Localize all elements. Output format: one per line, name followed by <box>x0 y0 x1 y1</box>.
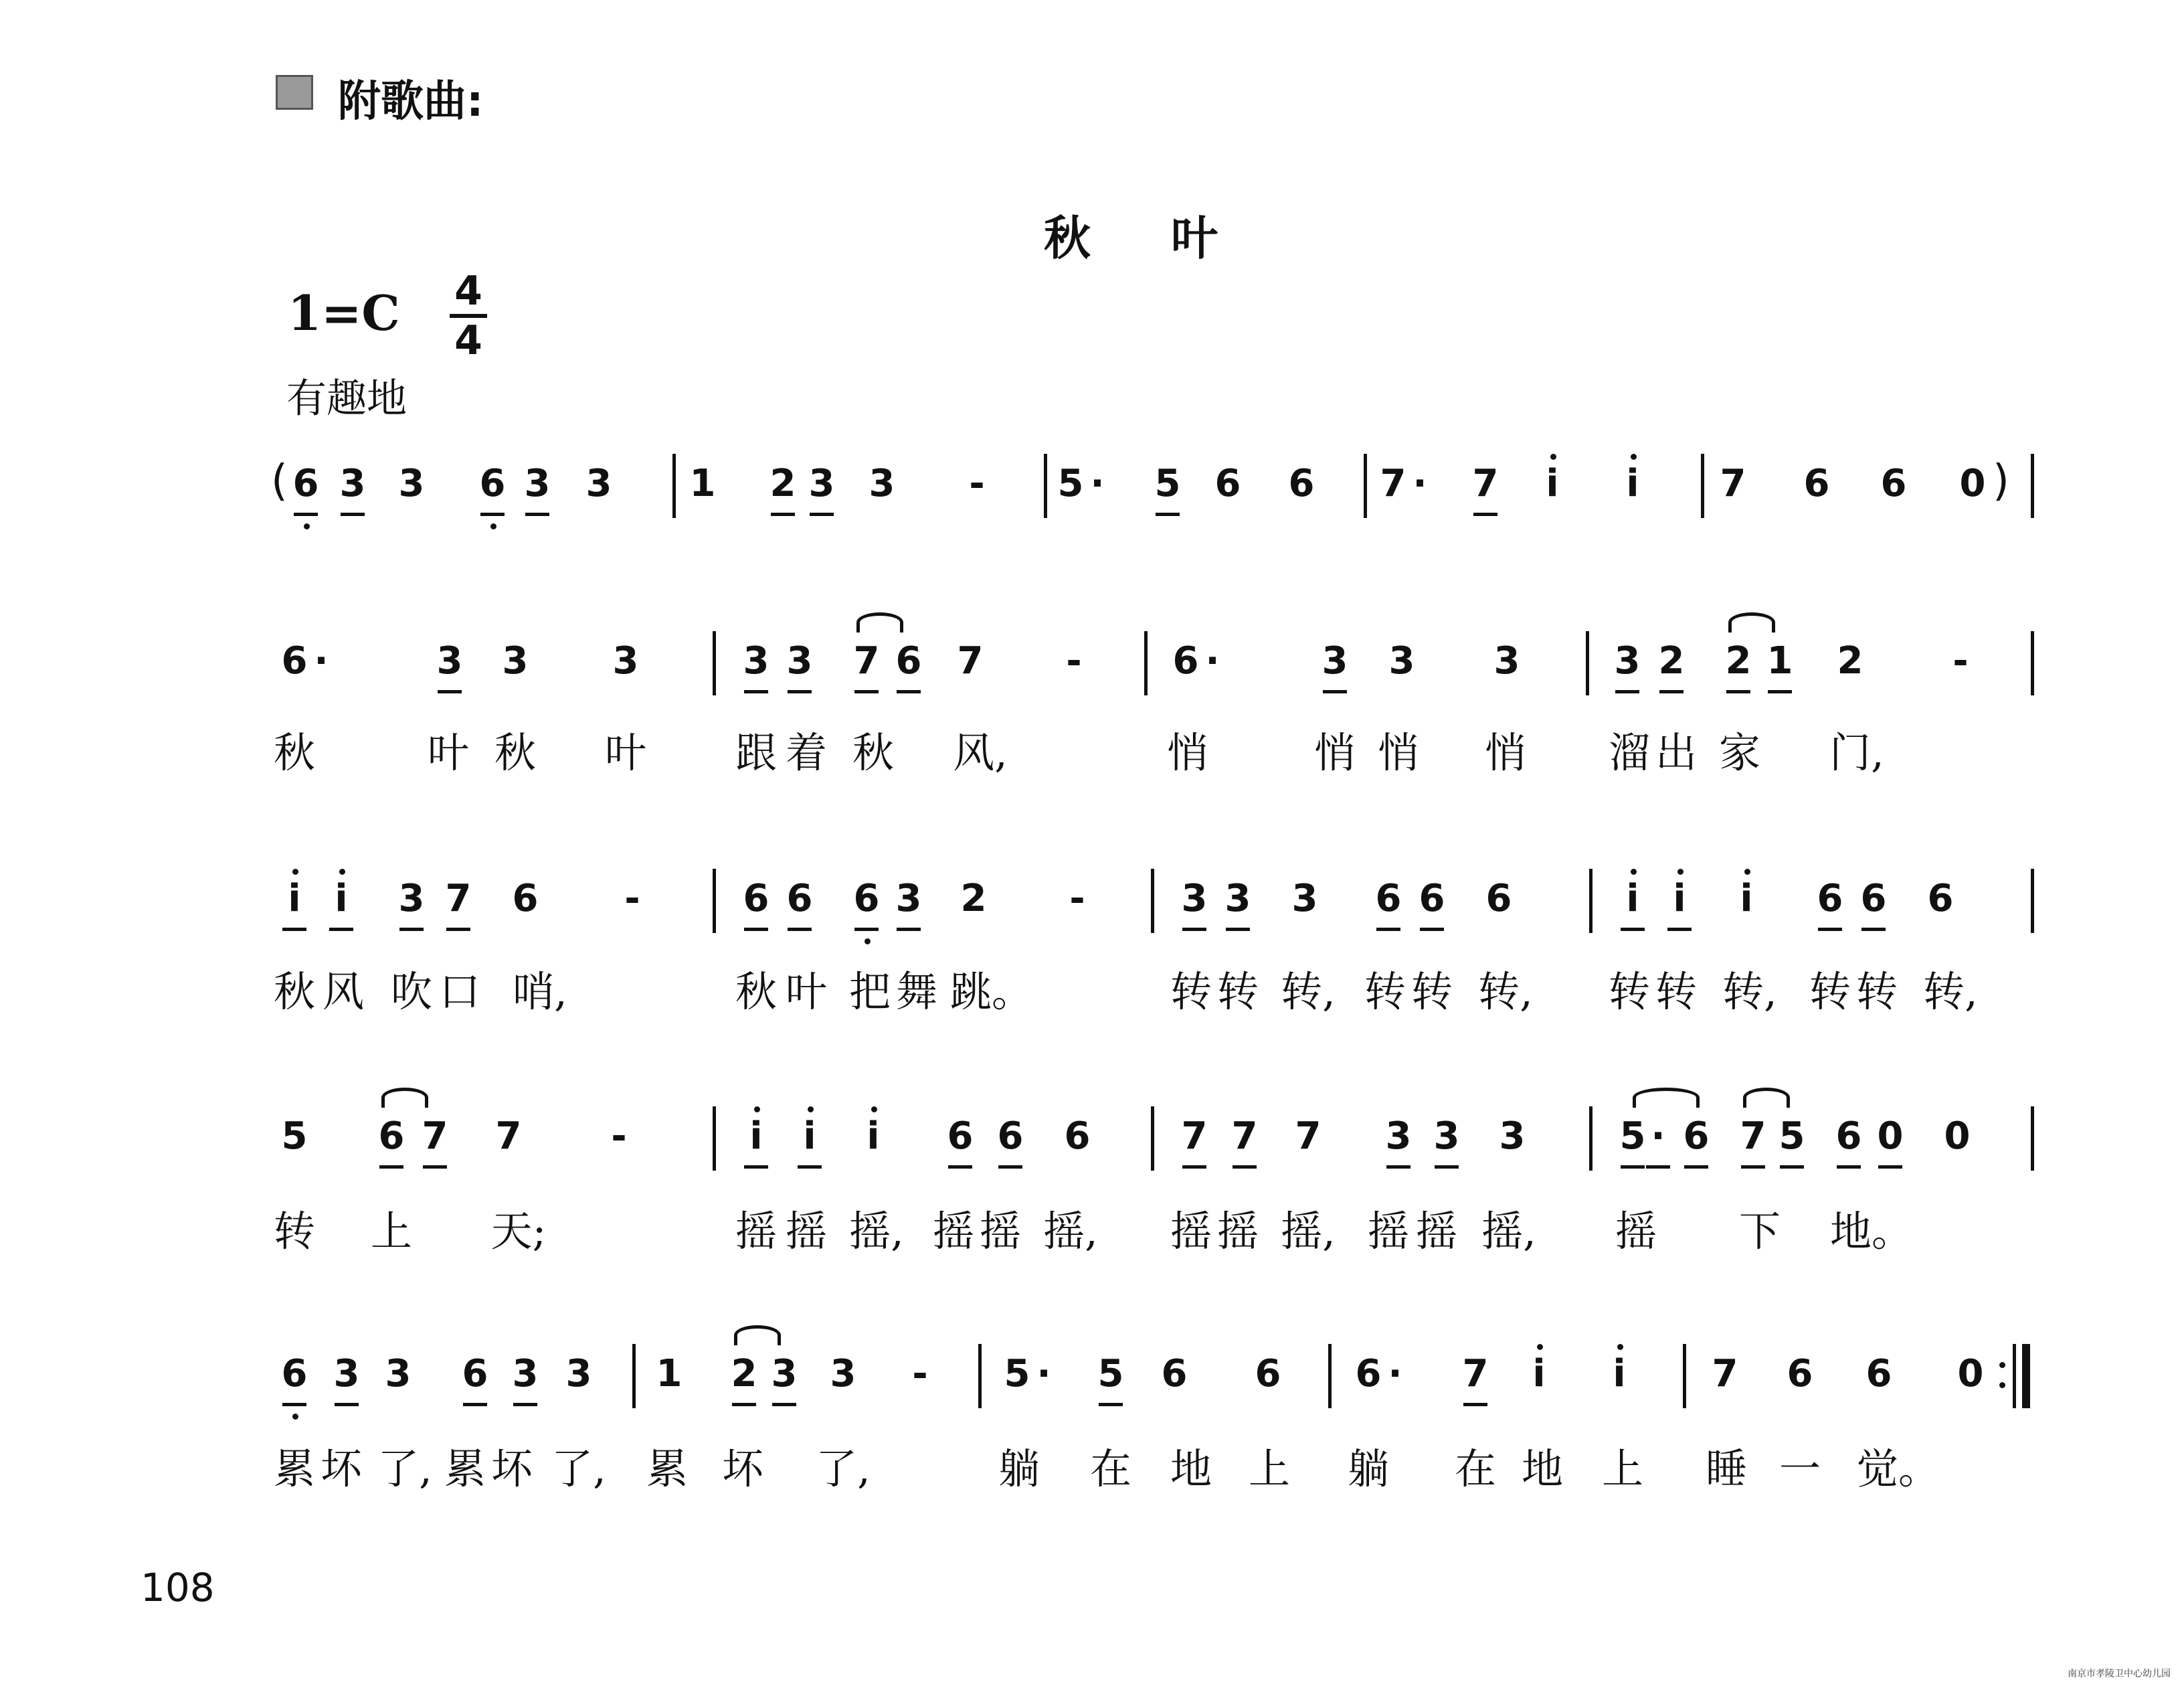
note: 1 <box>689 462 716 505</box>
lyric: 坏 <box>490 1444 533 1493</box>
note: 6 <box>1803 462 1830 505</box>
barline <box>1683 1344 1686 1408</box>
lyric: 悄 <box>1484 728 1526 777</box>
note: 6 <box>1172 639 1199 683</box>
barline <box>2031 1106 2034 1171</box>
repeat-dot <box>1999 1382 2005 1388</box>
note: 0 <box>1957 1352 1984 1395</box>
note: 7 <box>1380 462 1406 505</box>
barline <box>2031 454 2034 518</box>
slur <box>1633 1088 1700 1108</box>
time-signature <box>450 268 487 364</box>
close-paren: ) <box>1993 456 2009 506</box>
barline <box>1151 1106 1154 1171</box>
lyric: 下 <box>1738 1207 1781 1256</box>
note: 5 <box>281 1114 308 1158</box>
lyric: 转 <box>1655 967 1697 1016</box>
slur <box>381 1088 428 1108</box>
note: i <box>860 1114 887 1158</box>
lyric: 出 <box>1655 728 1697 777</box>
lyric: 摇, <box>849 1207 904 1256</box>
note: 6 <box>786 877 813 920</box>
lyric: 摇 <box>932 1207 974 1256</box>
lyric: 转 <box>1410 967 1453 1016</box>
key-signature: 1=C <box>288 284 400 341</box>
lyric: 转 <box>273 1207 315 1256</box>
note: i <box>328 877 355 920</box>
note: 3 <box>1499 1114 1526 1158</box>
lyric: 摇 <box>785 1207 827 1256</box>
lyric: 摇 <box>1170 1207 1212 1256</box>
note: 6 <box>1375 877 1402 920</box>
note: 2 <box>731 1352 757 1395</box>
lyric: 着 <box>785 728 827 777</box>
open-paren: ( <box>271 456 288 506</box>
note: 3 <box>808 462 835 505</box>
lyric: 秋 <box>735 967 777 1016</box>
lyric: 摇, <box>1281 1207 1336 1256</box>
note: 2 <box>1837 639 1863 683</box>
lyric: 转 <box>1855 967 1898 1016</box>
note: 6 <box>1485 877 1512 920</box>
note: · <box>1388 1352 1402 1395</box>
note: 3 <box>830 1352 856 1395</box>
note: i <box>1733 877 1760 920</box>
note: 1 <box>1766 639 1793 683</box>
lyric: 累 <box>444 1444 486 1493</box>
lyric: 舞 <box>895 967 937 1016</box>
barline <box>2031 869 2034 933</box>
repeat-dot <box>1999 1362 2005 1368</box>
note: 3 <box>1322 639 1348 683</box>
note: 3 <box>1224 877 1251 920</box>
lyric: 转 <box>1364 967 1406 1016</box>
note: 7 <box>1181 1114 1208 1158</box>
note: 6 <box>895 639 922 683</box>
note: 3 <box>786 639 813 683</box>
note: 3 <box>1385 1114 1412 1158</box>
note: · <box>1036 1352 1051 1395</box>
note: 3 <box>398 462 425 505</box>
note: 5 <box>1004 1352 1030 1395</box>
barline <box>1151 869 1154 933</box>
lyric: 叶 <box>785 967 827 1016</box>
section-square-icon <box>276 75 313 110</box>
note: 7 <box>422 1114 448 1158</box>
note: 3 <box>869 462 895 505</box>
note: 6 <box>1355 1352 1382 1395</box>
barline <box>2013 1344 2016 1408</box>
lyric: 了, <box>551 1444 606 1493</box>
lyric: 悄 <box>1166 728 1208 777</box>
lyric: 摇 <box>1216 1207 1259 1256</box>
lyric: 转, <box>1923 967 1978 1016</box>
barline <box>2031 631 2034 695</box>
note: 3 <box>743 639 769 683</box>
lyric: 跳。 <box>950 967 1034 1016</box>
note: 3 <box>339 462 366 505</box>
note: i <box>281 877 308 920</box>
source-credit: 南京市孝陵卫中心幼儿园 <box>2068 1669 2171 1679</box>
note: 5 <box>1154 462 1181 505</box>
barline <box>1586 631 1589 695</box>
note: · <box>314 639 329 683</box>
barline <box>713 869 716 933</box>
note: i <box>1666 877 1693 920</box>
note: 3 <box>1388 639 1415 683</box>
barline <box>1044 454 1047 518</box>
lyric: 在 <box>1454 1444 1496 1493</box>
lyric: 转 <box>1608 967 1650 1016</box>
note: 0 <box>1944 1114 1971 1158</box>
tempo-marking: 有趣地 <box>286 375 407 422</box>
lyric: 转, <box>1478 967 1533 1016</box>
note: i <box>796 1114 823 1158</box>
note: 7 <box>957 639 984 683</box>
lyric: 累 <box>273 1444 315 1493</box>
note: 3 <box>1614 639 1641 683</box>
note: 3 <box>895 877 922 920</box>
lyric: 摇 <box>1615 1207 1657 1256</box>
note: - <box>969 462 985 505</box>
lyric: 坏 <box>320 1444 362 1493</box>
page-number: 108 <box>141 1565 215 1610</box>
note: - <box>624 877 640 920</box>
lyric: 地 <box>1170 1444 1212 1493</box>
slur <box>1728 612 1775 632</box>
note: - <box>611 1114 627 1158</box>
note: 6 <box>1419 877 1445 920</box>
lyric: 在 <box>1089 1444 1131 1493</box>
note: 6 <box>462 1352 488 1395</box>
lyric: 睡 <box>1705 1444 1747 1493</box>
lyric: 风, <box>953 728 1008 777</box>
note: 3 <box>612 639 639 683</box>
note: 3 <box>565 1352 592 1395</box>
note: 3 <box>1291 877 1318 920</box>
note: 5 <box>1779 1114 1805 1158</box>
note: 6 <box>1817 877 1843 920</box>
note: 2 <box>769 462 796 505</box>
note: 2 <box>960 877 987 920</box>
note: i <box>743 1114 769 1158</box>
note: 6 <box>281 639 308 683</box>
note: 7 <box>1720 462 1746 505</box>
note: i <box>1606 1352 1633 1395</box>
lyric: 悄 <box>1377 728 1419 777</box>
note: 6 <box>1161 1352 1188 1395</box>
note: - <box>1069 877 1085 920</box>
note: 7 <box>1712 1352 1738 1395</box>
lyric: 家 <box>1718 728 1760 777</box>
note: 7 <box>1740 1114 1766 1158</box>
slur <box>856 612 903 632</box>
note: 3 <box>1493 639 1520 683</box>
barline <box>1144 631 1148 695</box>
lyric: 口 <box>438 967 480 1016</box>
note: 6 <box>1860 877 1887 920</box>
note: 6 <box>743 877 769 920</box>
lyric: 秋 <box>273 728 315 777</box>
lyric: 摇 <box>979 1207 1021 1256</box>
note: 6 <box>853 877 880 920</box>
time-signature-numerator: 4 <box>450 271 487 318</box>
lyric: 秋 <box>273 967 315 1016</box>
note: 7 <box>1231 1114 1258 1158</box>
lyric: 上 <box>1601 1444 1643 1493</box>
lyric: 把 <box>848 967 891 1016</box>
note: 3 <box>512 1352 539 1395</box>
time-signature-denominator: 4 <box>454 317 482 364</box>
lyric: 溜 <box>1608 728 1650 777</box>
note: 6 <box>1255 1352 1281 1395</box>
note: 6 <box>1865 1352 1892 1395</box>
barline <box>1364 454 1367 518</box>
lyric: 摇 <box>735 1207 777 1256</box>
note: 2 <box>1658 639 1685 683</box>
note: 7 <box>853 639 880 683</box>
note: 5 <box>1619 1114 1646 1158</box>
lyric: 转, <box>1281 967 1336 1016</box>
note: 6 <box>1927 877 1954 920</box>
note: 7 <box>495 1114 522 1158</box>
note: 6 <box>947 1114 974 1158</box>
note: i <box>1619 462 1646 505</box>
lyric: 吹 <box>390 967 432 1016</box>
note: i <box>1526 1352 1552 1395</box>
final-barline <box>2022 1344 2030 1408</box>
lyric: 了, <box>816 1444 871 1493</box>
note: 6 <box>1064 1114 1091 1158</box>
note: 3 <box>585 462 612 505</box>
note: 6 <box>292 462 319 505</box>
song-title: 秋叶 <box>1044 211 1298 266</box>
note: 6 <box>997 1114 1024 1158</box>
lyric: 躺 <box>1347 1444 1389 1493</box>
note: · <box>1645 1114 1671 1158</box>
note: 6 <box>1880 462 1907 505</box>
lyric: 摇 <box>1367 1207 1409 1256</box>
note: · <box>1090 462 1105 505</box>
lyric: 秋 <box>852 728 894 777</box>
note: - <box>1952 639 1969 683</box>
note: 6 <box>1683 1114 1710 1158</box>
note: 7 <box>445 877 472 920</box>
lyric: 天; <box>490 1207 547 1256</box>
note: 3 <box>524 462 551 505</box>
barline <box>1589 869 1592 933</box>
note: 5 <box>1057 462 1084 505</box>
note: 6 <box>281 1352 308 1395</box>
lyric: 摇, <box>1481 1207 1536 1256</box>
note: 3 <box>436 639 463 683</box>
lyric: 风 <box>322 967 364 1016</box>
note: 0 <box>1959 462 1986 505</box>
note: · <box>1205 639 1220 683</box>
lyric: 悄 <box>1313 728 1356 777</box>
lyric: 地。 <box>1830 1207 1914 1256</box>
lyric: 跟 <box>735 728 777 777</box>
lyric: 哨, <box>513 967 567 1016</box>
lyric: 上 <box>370 1207 412 1256</box>
note: i <box>1539 462 1566 505</box>
slur <box>734 1325 781 1345</box>
lyric: 转, <box>1722 967 1777 1016</box>
note: 3 <box>385 1352 412 1395</box>
barline <box>632 1344 636 1408</box>
lyric: 地 <box>1521 1444 1563 1493</box>
note: · <box>1413 462 1427 505</box>
lyric: 摇 <box>1415 1207 1457 1256</box>
lyric: 躺 <box>998 1444 1040 1493</box>
lyric: 门, <box>1829 728 1884 777</box>
note: 1 <box>656 1352 682 1395</box>
barline <box>672 454 676 518</box>
note: 2 <box>1725 639 1752 683</box>
lyric: 累 <box>646 1444 688 1493</box>
note: 3 <box>1181 877 1208 920</box>
note: 3 <box>398 877 425 920</box>
note: 5 <box>1097 1352 1124 1395</box>
note: 7 <box>1472 462 1499 505</box>
lyric: 坏 <box>721 1444 763 1493</box>
note: 3 <box>333 1352 360 1395</box>
barline <box>713 1106 716 1171</box>
lyric: 一 <box>1779 1444 1821 1493</box>
note: 6 <box>512 877 539 920</box>
note: 6 <box>1288 462 1315 505</box>
note: 6 <box>479 462 506 505</box>
note: 6 <box>1787 1352 1813 1395</box>
note: 3 <box>1433 1114 1460 1158</box>
barline <box>1328 1344 1332 1408</box>
lyric: 转 <box>1216 967 1259 1016</box>
note: 6 <box>1835 1114 1862 1158</box>
lyric: 了, <box>377 1444 432 1493</box>
note: - <box>1066 639 1082 683</box>
note: 6 <box>378 1114 405 1158</box>
lyric: 上 <box>1248 1444 1290 1493</box>
lyric: 秋 <box>494 728 536 777</box>
slur <box>1743 1088 1790 1108</box>
lyric: 觉。 <box>1857 1444 1940 1493</box>
note: 7 <box>1295 1114 1322 1158</box>
lyric: 转 <box>1809 967 1851 1016</box>
note: 7 <box>1462 1352 1489 1395</box>
note: 3 <box>771 1352 798 1395</box>
note: i <box>1619 877 1646 920</box>
barline <box>713 631 716 695</box>
lyric: 摇, <box>1043 1207 1098 1256</box>
note: - <box>912 1352 928 1395</box>
note: 3 <box>502 639 529 683</box>
lyric: 叶 <box>427 728 469 777</box>
note: 6 <box>1214 462 1241 505</box>
lyric: 转 <box>1170 967 1212 1016</box>
lyric: 叶 <box>604 728 646 777</box>
section-label: 附歌曲: <box>338 77 484 126</box>
note: 0 <box>1877 1114 1904 1158</box>
barline <box>1701 454 1704 518</box>
barline <box>1589 1106 1592 1171</box>
barline <box>978 1344 982 1408</box>
